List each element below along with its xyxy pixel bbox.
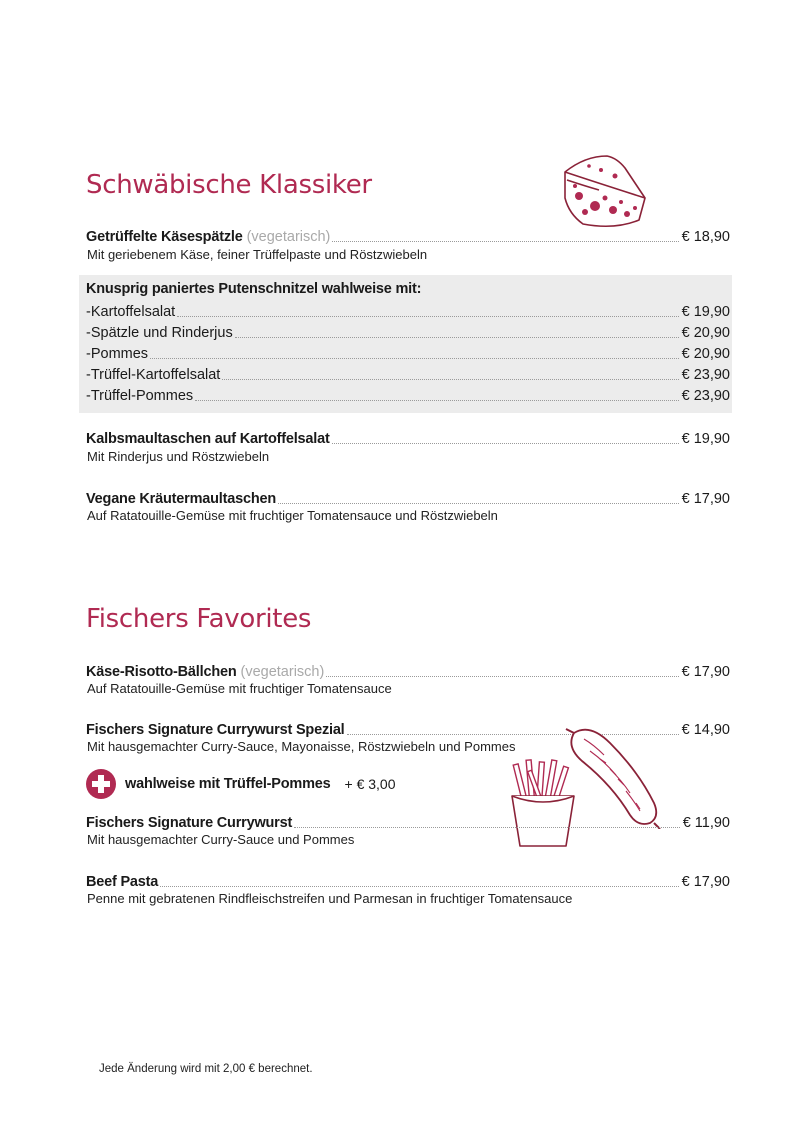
item-price: € 14,90 <box>681 722 730 738</box>
menu-item-risotto-baellchen <box>86 661 730 681</box>
menu-item-kalbsmaultaschen <box>86 428 730 448</box>
option-price: € 20,90 <box>681 325 730 341</box>
item-price: € 18,90 <box>681 229 730 245</box>
option-row <box>86 364 730 384</box>
vegetarian-tag: (vegetarisch) <box>246 229 331 245</box>
addon-price: + € 3,00 <box>344 776 396 792</box>
cheese-illustration-icon <box>555 150 651 236</box>
menu-item-beef-pasta <box>86 871 730 891</box>
item-name: Getrüffelte Käsespätzle <box>86 229 243 245</box>
addon-label: wahlweise mit Trüffel-Pommes <box>125 776 331 792</box>
dot-leader <box>195 400 678 401</box>
dot-leader <box>160 886 678 887</box>
option-price: € 23,90 <box>681 367 730 383</box>
item-description: Auf Ratatouille-Gemüse mit fruchtiger Tomatensauce und Röstzwiebeln <box>87 508 498 523</box>
item-price: € 19,90 <box>681 431 730 447</box>
dot-leader <box>222 379 678 380</box>
addon-truffle-fries <box>86 769 396 799</box>
section-title-klassiker: Schwäbische Klassiker <box>86 170 372 200</box>
option-price: € 23,90 <box>681 388 730 404</box>
dot-leader <box>332 241 678 242</box>
item-price: € 17,90 <box>681 664 730 680</box>
option-row <box>86 301 730 321</box>
dot-leader <box>294 827 680 828</box>
option-row <box>86 343 730 363</box>
menu-item-vegane-maultaschen <box>86 488 730 508</box>
dot-leader <box>235 337 679 338</box>
option-price: € 19,90 <box>681 304 730 320</box>
menu-item-kaesespaetzle <box>86 226 730 246</box>
option-name: -Trüffel-Pommes <box>86 388 194 404</box>
dot-leader <box>150 358 679 359</box>
option-price: € 20,90 <box>681 346 730 362</box>
section-title-favorites: Fischers Favorites <box>86 604 312 634</box>
item-description: Mit Rinderjus und Röstzwiebeln <box>87 449 270 464</box>
dot-leader <box>326 676 678 677</box>
dot-leader <box>332 443 679 444</box>
item-name: Beef Pasta <box>86 874 159 890</box>
option-name: -Pommes <box>86 346 149 362</box>
item-price: € 11,90 <box>682 815 730 831</box>
option-row <box>86 385 730 405</box>
item-description: Mit geriebenem Käse, feiner Trüffelpaste und Röstzwiebeln <box>87 247 428 262</box>
option-name: -Trüffel-Kartoffelsalat <box>86 367 221 383</box>
item-description: Auf Ratatouille-Gemüse mit fruchtiger Tomatensauce <box>87 681 392 696</box>
schnitzel-heading: Knusprig paniertes Putenschnitzel wahlweise mit: <box>86 281 422 297</box>
option-row <box>86 322 730 342</box>
item-price: € 17,90 <box>681 874 730 890</box>
plus-circle-icon <box>86 769 116 799</box>
menu-item-currywurst <box>86 812 730 832</box>
item-price: € 17,90 <box>681 491 730 507</box>
dot-leader <box>177 316 678 317</box>
footnote: Jede Änderung wird mit 2,00 € berechnet. <box>99 1063 313 1075</box>
option-name: -Spätzle und Rinderjus <box>86 325 233 341</box>
option-name: -Kartoffelsalat <box>86 304 176 320</box>
item-description: Mit hausgemachter Curry-Sauce und Pommes <box>87 832 355 847</box>
item-name: Fischers Signature Currywurst <box>86 815 293 831</box>
item-description: Penne mit gebratenen Rindfleischstreifen und Parmesan in fruchtiger Tomatensauce <box>87 891 573 906</box>
dot-leader <box>278 503 679 504</box>
item-description: Mit hausgemachter Curry-Sauce, Mayonaisse, Röstzwiebeln und Pommes <box>87 739 516 754</box>
vegetarian-tag: (vegetarisch) <box>240 664 325 680</box>
item-name: Fischers Signature Currywurst Spezial <box>86 722 345 738</box>
item-name: Vegane Kräutermaultaschen <box>86 491 277 507</box>
item-name: Käse-Risotto-Bällchen <box>86 664 237 680</box>
item-name: Kalbsmaultaschen auf Kartoffelsalat <box>86 431 330 447</box>
